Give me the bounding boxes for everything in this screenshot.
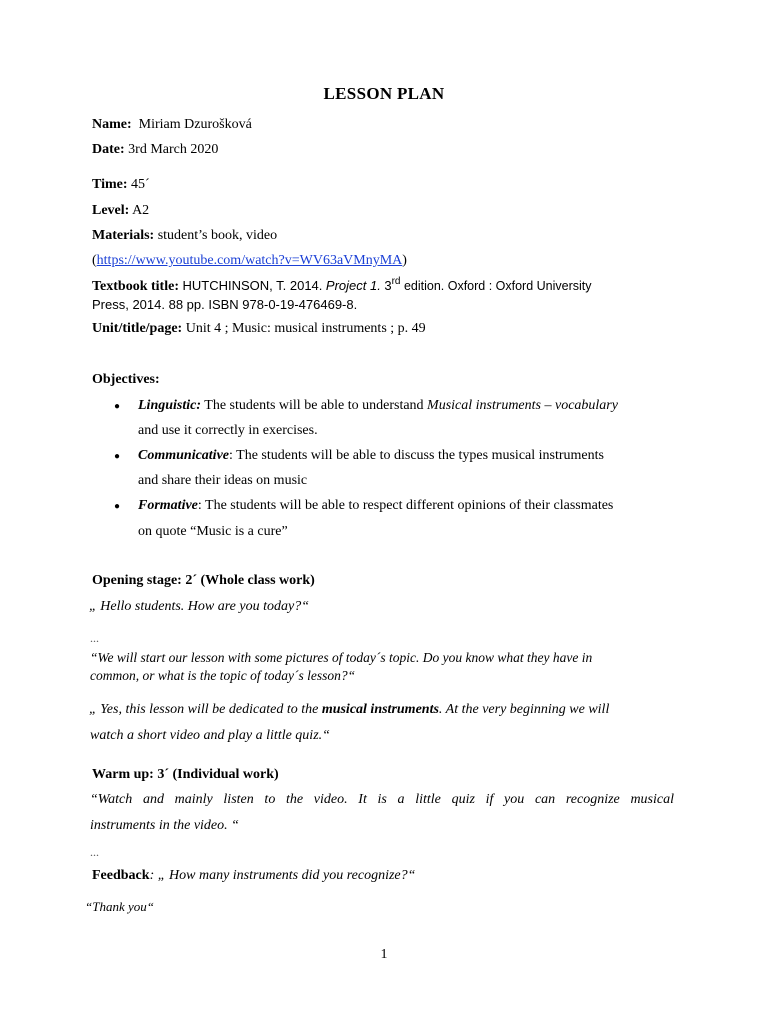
bullet-icon: ● — [114, 451, 121, 462]
feedback-line — [92, 868, 415, 884]
paren-close: ) — [402, 253, 407, 268]
page-title: LESSON PLAN — [323, 84, 445, 103]
level-line — [92, 203, 149, 219]
objective-linguistic-label: Linguistic: — [138, 398, 202, 413]
warmup-heading — [92, 767, 279, 783]
unit-line — [92, 321, 426, 337]
objective-linguistic-italic: Musical instruments – vocabulary — [427, 398, 618, 413]
time-line — [92, 177, 150, 193]
textbook-edition-suffix: rd — [391, 276, 401, 287]
thanks-text: “Thank you“ — [85, 899, 154, 914]
materials-line — [92, 228, 277, 244]
textbook-rest: edition. Oxford : Oxford University — [400, 279, 592, 293]
level-label: Level: — [92, 203, 130, 218]
opening-line-2a — [90, 650, 592, 666]
textbook-book: Project 1. — [325, 278, 381, 293]
date-value: 3rd March 2020 — [128, 142, 219, 157]
page-number: 1 — [380, 947, 388, 962]
opening-ellipsis: ... — [90, 631, 99, 645]
warmup-heading-text: Warm up: 3´ (Individual work) — [92, 767, 279, 782]
objectives-heading-text: Objectives: — [92, 372, 160, 387]
objective-communicative-text: : The students will be able to discuss the types musical instruments — [229, 448, 604, 463]
objective-formative-label: Formative — [138, 498, 198, 513]
objective-linguistic — [138, 398, 618, 414]
textbook-line-2: Press, 2014. 88 pp. ISBN 978-0-19-476469-8. — [92, 297, 358, 312]
materials-link-line — [92, 253, 407, 269]
objective-communicative-line-2: and share their ideas on music — [138, 473, 308, 488]
opening-line-3-bold: musical instruments — [321, 702, 439, 717]
objective-formative-text: : The students will be able to respect different opinions of their classmates — [197, 498, 614, 513]
level-value: A2 — [132, 203, 150, 218]
warmup-line-2-text: instruments in the video. “ — [90, 818, 239, 833]
opening-line-2b-text: common, or what is the topic of today´s lesson?“ — [90, 668, 356, 683]
warmup-line-1 — [90, 792, 674, 808]
opening-line-1 — [89, 599, 309, 615]
objective-formative-line-2: on quote “Music is a cure” — [138, 524, 288, 539]
opening-line-3-post: . At the very beginning we will — [438, 702, 610, 717]
feedback-text: : „ How many instruments did you recognize?“ — [149, 868, 416, 883]
youtube-link[interactable]: https://www.youtube.com/watch?v=WV63aVMnyMA — [96, 253, 403, 268]
opening-heading-text: Opening stage: 2´ (Whole class work) — [92, 573, 315, 588]
materials-value: student’s book, video — [157, 228, 278, 243]
time-value: 45´ — [131, 177, 150, 192]
opening-line-3-pre: „ Yes, this lesson will be dedicated to the — [89, 702, 322, 717]
objective-communicative-label: Communicative — [138, 448, 229, 463]
opening-line-3 — [89, 702, 609, 718]
opening-line-2a-text: “We will start our lesson with some pictures of today´s topic. Do you know what they have in — [90, 650, 593, 665]
bullet-icon: ● — [114, 401, 121, 412]
opening-line-3b-text: watch a short video and play a little quiz.“ — [90, 728, 330, 743]
objective-linguistic-text: The students will be able to understand — [201, 398, 428, 413]
time-label: Time: — [92, 177, 128, 192]
opening-line-2b — [90, 668, 355, 684]
name-value: Miriam Dzurošková — [138, 117, 252, 132]
bullet-icon: ● — [114, 501, 121, 512]
objective-formative — [138, 498, 613, 514]
opening-line-3b — [90, 728, 330, 744]
materials-label: Materials: — [92, 228, 155, 243]
unit-label: Unit/title/page: — [92, 321, 183, 336]
warmup-ellipsis: ... — [90, 845, 99, 859]
opening-heading — [92, 573, 315, 589]
objective-linguistic-line-2: and use it correctly in exercises. — [138, 423, 318, 438]
name-label: Name: — [92, 117, 132, 132]
textbook-line — [92, 278, 592, 295]
textbook-author: HUTCHINSON, T. 2014. — [182, 278, 323, 293]
textbook-label: Textbook title: — [92, 279, 179, 294]
objective-communicative — [138, 448, 604, 464]
warmup-line-2 — [90, 818, 239, 834]
opening-line-1-text: „ Hello students. How are you today?“ — [89, 599, 309, 614]
name-line — [92, 117, 252, 133]
unit-value: Unit 4 ; Music: musical instruments ; p. 49 — [185, 321, 426, 336]
paren-open: ( — [92, 253, 97, 268]
date-line — [92, 142, 218, 158]
textbook-edition-number: 3 — [384, 278, 392, 293]
thanks-line — [85, 899, 154, 915]
warmup-line-1-text: “Watch and mainly listen to the video. It is a little quiz if you can recognize musical — [90, 792, 674, 807]
objectives-heading — [92, 372, 160, 388]
feedback-label: Feedback — [92, 868, 150, 883]
date-label: Date: — [92, 142, 125, 157]
